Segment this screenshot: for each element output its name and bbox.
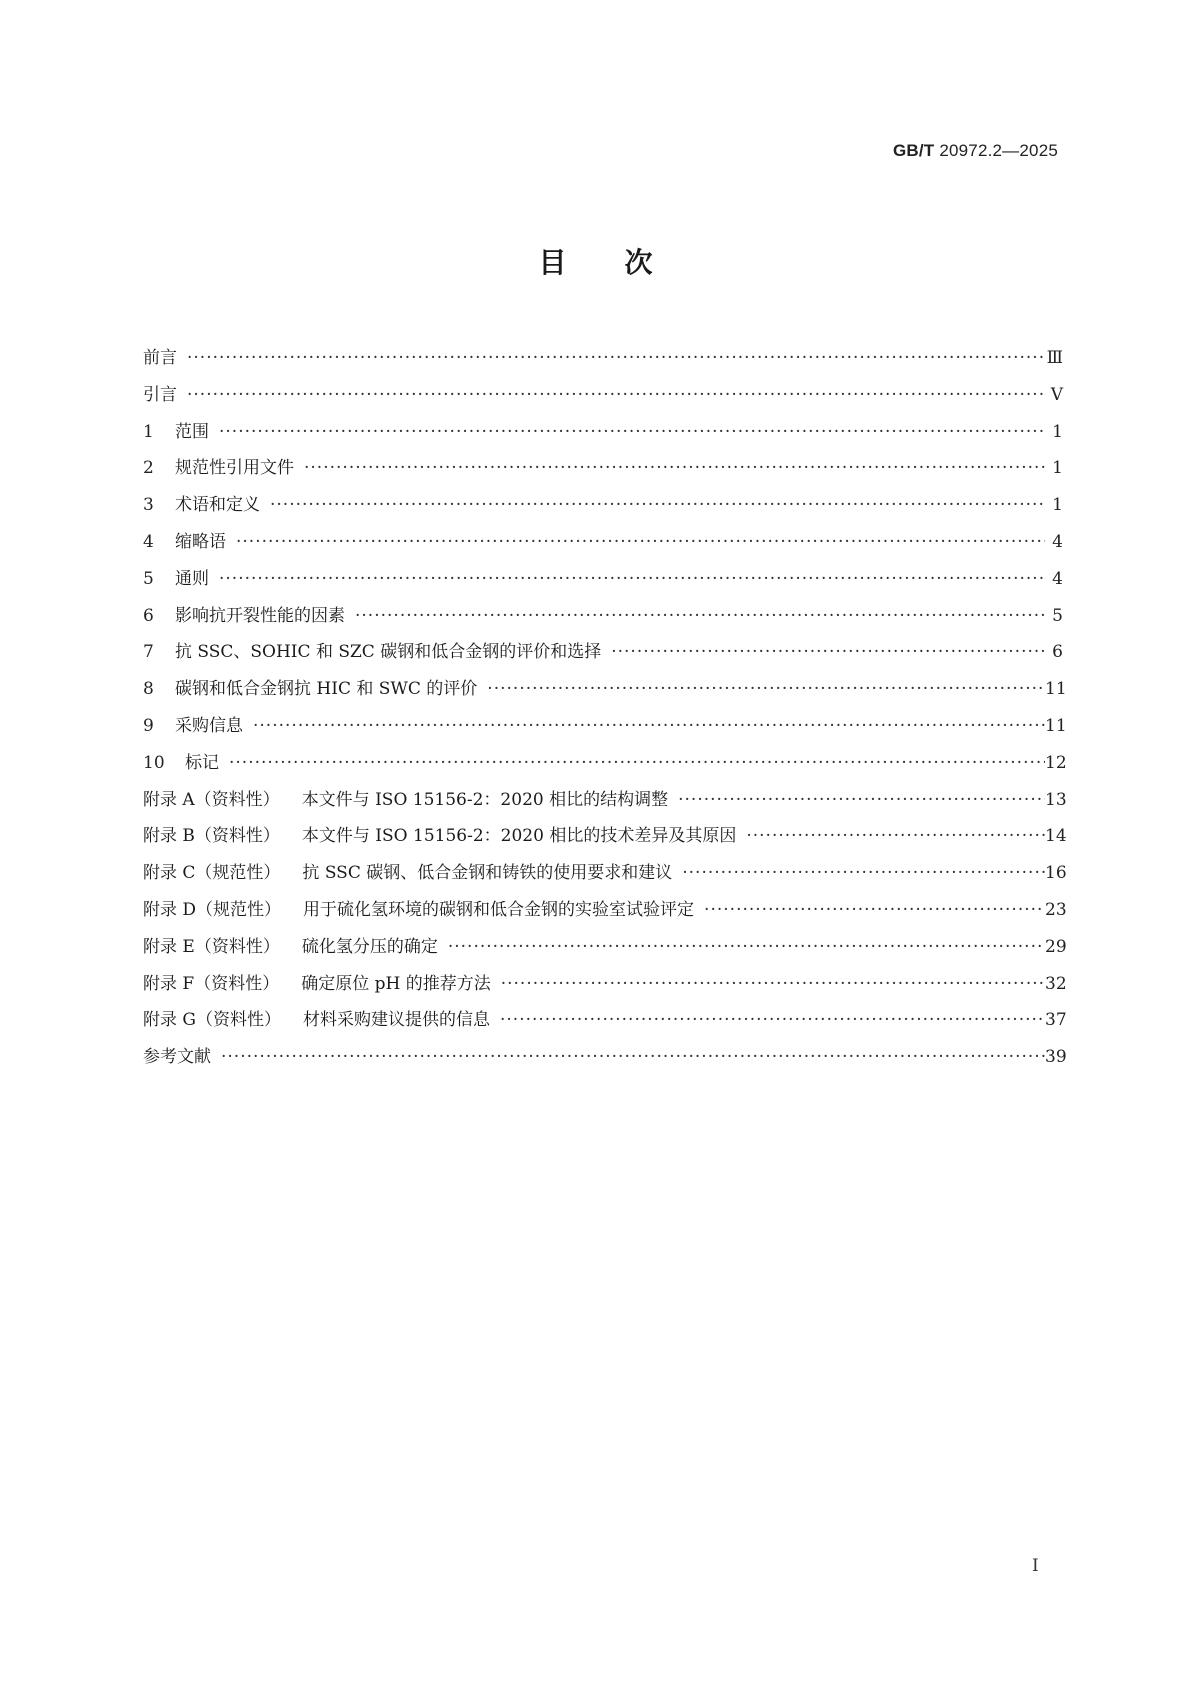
annex-designation: 附录 D（规范性） (143, 899, 282, 920)
standard-number (893, 141, 1058, 161)
annex-designation: 附录 C（规范性） (143, 863, 281, 884)
toc-entry-page: 11 (1045, 715, 1067, 736)
toc-entry-page: 1 (1052, 421, 1063, 442)
toc-entry-annex-c[interactable] (143, 855, 1067, 892)
toc-entry-label: 标记 (185, 752, 219, 773)
toc-entry-bibliography[interactable] (143, 1039, 1067, 1076)
toc-entry-label (143, 1002, 496, 1039)
toc-entry-4[interactable] (143, 524, 1063, 561)
toc-entry-page: 12 (1045, 752, 1067, 773)
annex-designation: 附录 G（资料性） (143, 1010, 281, 1031)
toc-dot-leader (700, 892, 1045, 929)
toc-entry-10[interactable] (143, 745, 1067, 782)
toc-entry-label (143, 855, 678, 892)
toc-entry-label: 采购信息 (175, 715, 243, 736)
toc-entry-page: 32 (1045, 973, 1067, 994)
toc-dot-leader (266, 487, 1045, 524)
toc-entry-number: 1 (143, 421, 154, 442)
toc-entry-number: 7 (143, 642, 154, 663)
toc-entry-page: 4 (1052, 568, 1063, 589)
toc-entry-annex-b[interactable] (143, 818, 1067, 855)
annex-title: 硫化氢分压的确定 (301, 936, 438, 957)
annex-designation: 附录 B（资料性） (143, 826, 280, 847)
toc-entry-introduction[interactable] (143, 377, 1063, 414)
toc-entry-number: 8 (143, 679, 154, 700)
standard-prefix: GB/T (892, 141, 935, 160)
toc-entry-page: 1 (1052, 495, 1063, 516)
toc-entry-page: 14 (1045, 826, 1067, 847)
toc-entry-label (143, 782, 674, 819)
toc-entry-page: Ⅲ (1046, 348, 1063, 368)
toc-entry-page: 23 (1045, 899, 1067, 920)
toc-entry-5[interactable] (143, 561, 1063, 598)
toc-entry-foreword[interactable] (143, 340, 1063, 377)
toc-entry-2[interactable] (143, 450, 1063, 487)
toc-entry-label (143, 892, 700, 929)
toc-entry-1[interactable] (143, 414, 1063, 451)
toc-dot-leader (444, 929, 1045, 966)
toc-entry-page: Ⅴ (1050, 384, 1063, 405)
toc-entry-page: 1 (1052, 458, 1063, 479)
toc-dot-leader (232, 524, 1045, 561)
toc-dot-leader (215, 414, 1045, 451)
toc-entry-9[interactable] (143, 708, 1067, 745)
toc-entry-label: 前言 (143, 348, 177, 368)
toc-entry-page: 5 (1052, 605, 1063, 626)
toc-entry-8[interactable] (143, 671, 1067, 708)
annex-title: 材料采购建议提供的信息 (302, 1010, 490, 1031)
toc-dot-leader (674, 782, 1045, 819)
annex-designation: 附录 E（资料性） (143, 936, 280, 957)
toc-entry-page: 29 (1045, 936, 1067, 957)
toc-dot-leader (742, 818, 1045, 855)
toc-dot-leader (678, 855, 1045, 892)
toc-entry-label (143, 966, 497, 1003)
table-of-contents (143, 340, 1067, 1076)
toc-dot-leader (483, 671, 1045, 708)
toc-dot-leader (351, 598, 1045, 635)
toc-dot-leader (249, 708, 1045, 745)
toc-entry-number: 6 (143, 605, 154, 626)
toc-entry-label: 术语和定义 (175, 495, 260, 516)
page-title (0, 241, 1191, 281)
page-title-part2: 次 (624, 246, 653, 279)
toc-dot-leader (225, 745, 1045, 782)
toc-dot-leader (300, 450, 1045, 487)
annex-title: 确定原位 pH 的推荐方法 (301, 973, 491, 994)
toc-entry-label: 参考文献 (143, 1047, 211, 1068)
toc-entry-page: 6 (1052, 642, 1063, 663)
toc-entry-annex-f[interactable] (143, 966, 1067, 1003)
toc-entry-3[interactable] (143, 487, 1063, 524)
toc-entry-annex-a[interactable] (143, 782, 1067, 819)
annex-title: 本文件与 ISO 15156-2：2020 相比的技术差异及其原因 (301, 826, 737, 847)
toc-entry-page: 16 (1045, 863, 1067, 884)
toc-entry-label (143, 818, 742, 855)
toc-dot-leader (497, 966, 1045, 1003)
annex-title: 本文件与 ISO 15156-2：2020 相比的结构调整 (301, 789, 669, 810)
toc-entry-page: 39 (1045, 1047, 1067, 1068)
toc-entry-number: 2 (143, 458, 154, 479)
toc-dot-leader (607, 634, 1045, 671)
page-number: Ⅰ (1032, 1556, 1039, 1576)
toc-dot-leader (183, 340, 1045, 377)
toc-entry-label: 规范性引用文件 (175, 458, 294, 479)
toc-entry-number: 5 (143, 568, 154, 589)
toc-entry-page: 13 (1045, 789, 1067, 810)
toc-entry-label: 引言 (143, 384, 177, 405)
toc-entry-number: 10 (143, 752, 165, 773)
toc-entry-label: 抗 SSC、SOHIC 和 SZC 碳钢和低合金钢的评价和选择 (175, 642, 602, 663)
toc-entry-annex-e[interactable] (143, 929, 1067, 966)
toc-entry-label: 缩略语 (175, 531, 226, 552)
toc-dot-leader (496, 1002, 1045, 1039)
toc-dot-leader (183, 377, 1045, 414)
toc-dot-leader (217, 1039, 1045, 1076)
annex-designation: 附录 A（资料性） (143, 789, 280, 810)
toc-entry-page: 4 (1052, 531, 1063, 552)
toc-entry-page: 11 (1045, 679, 1067, 700)
page-title-part1: 目 (538, 246, 567, 279)
toc-entry-label (143, 929, 444, 966)
toc-entry-annex-d[interactable] (143, 892, 1067, 929)
toc-dot-leader (215, 561, 1045, 598)
toc-entry-annex-g[interactable] (143, 1002, 1067, 1039)
toc-entry-7[interactable] (143, 634, 1063, 671)
toc-entry-number: 3 (143, 495, 154, 516)
toc-entry-label: 通则 (175, 568, 209, 589)
standard-code: 20972.2—2025 (939, 141, 1058, 160)
toc-entry-page: 37 (1045, 1010, 1067, 1031)
toc-entry-label: 影响抗开裂性能的因素 (175, 605, 345, 626)
toc-entry-6[interactable] (143, 598, 1063, 635)
annex-title: 用于硫化氢环境的碳钢和低合金钢的实验室试验评定 (303, 899, 695, 920)
annex-designation: 附录 F（资料性） (143, 973, 280, 994)
toc-entry-number: 9 (143, 715, 154, 736)
annex-title: 抗 SSC 碳钢、低合金钢和铸铁的使用要求和建议 (302, 863, 673, 884)
toc-entry-label: 碳钢和低合金钢抗 HIC 和 SWC 的评价 (175, 679, 478, 700)
toc-entry-label: 范围 (175, 421, 209, 442)
toc-entry-number: 4 (143, 531, 154, 552)
